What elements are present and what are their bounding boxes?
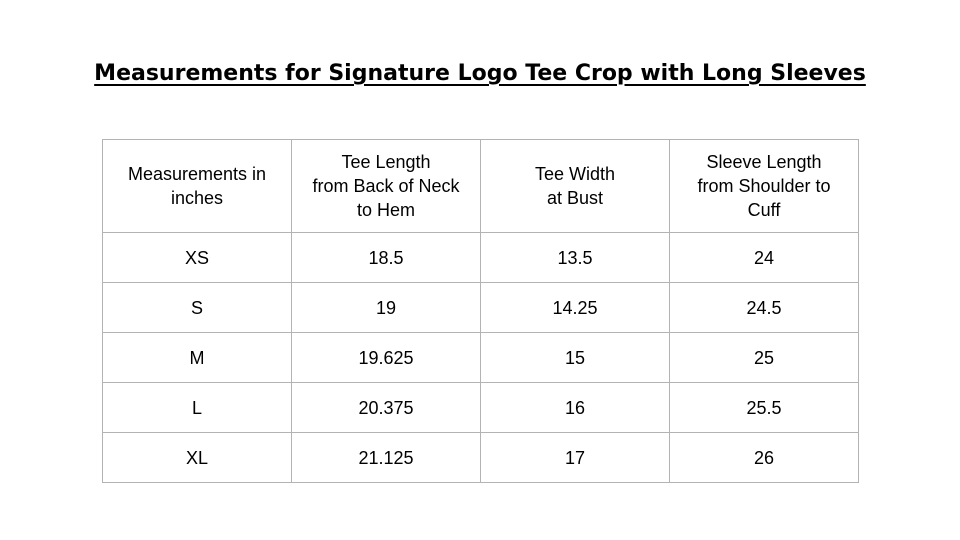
header-line: from Shoulder to xyxy=(697,176,831,196)
tee-length-cell: 21.125 xyxy=(292,433,481,483)
tee-width-cell: 17 xyxy=(481,433,670,483)
tee-width-cell: 15 xyxy=(481,333,670,383)
measurements-table xyxy=(102,139,859,483)
table-header-row xyxy=(103,140,859,233)
size-cell: S xyxy=(103,283,292,333)
header-line: to Hem xyxy=(356,200,416,220)
header-line: Cuff xyxy=(747,200,781,220)
header-measurements-in-inches xyxy=(103,140,292,233)
size-cell: XS xyxy=(103,233,292,283)
tee-width-cell: 16 xyxy=(481,383,670,433)
table-row xyxy=(103,383,859,433)
header-line: Tee Width xyxy=(534,164,616,184)
tee-length-cell: 19.625 xyxy=(292,333,481,383)
table-row xyxy=(103,433,859,483)
header-tee-length xyxy=(292,140,481,233)
size-cell: M xyxy=(103,333,292,383)
sleeve-length-cell: 25 xyxy=(670,333,859,383)
table-row xyxy=(103,283,859,333)
tee-length-cell: 19 xyxy=(292,283,481,333)
header-line: inches xyxy=(170,188,224,208)
table-row xyxy=(103,333,859,383)
sleeve-length-cell: 26 xyxy=(670,433,859,483)
tee-width-cell: 14.25 xyxy=(481,283,670,333)
header-sleeve-length xyxy=(670,140,859,233)
header-line: Sleeve Length xyxy=(706,152,822,172)
tee-length-cell: 18.5 xyxy=(292,233,481,283)
header-line: from Back of Neck xyxy=(312,176,460,196)
header-line: Measurements in xyxy=(127,164,267,184)
page-title: Measurements for Signature Logo Tee Crop with Long Sleeves xyxy=(94,61,866,86)
size-cell: XL xyxy=(103,433,292,483)
sleeve-length-cell: 24.5 xyxy=(670,283,859,333)
header-line: at Bust xyxy=(546,188,604,208)
size-cell: L xyxy=(103,383,292,433)
header-line: Tee Length xyxy=(341,152,431,172)
tee-length-cell: 20.375 xyxy=(292,383,481,433)
header-tee-width xyxy=(481,140,670,233)
sleeve-length-cell: 25.5 xyxy=(670,383,859,433)
sleeve-length-cell: 24 xyxy=(670,233,859,283)
table-row xyxy=(103,233,859,283)
tee-width-cell: 13.5 xyxy=(481,233,670,283)
